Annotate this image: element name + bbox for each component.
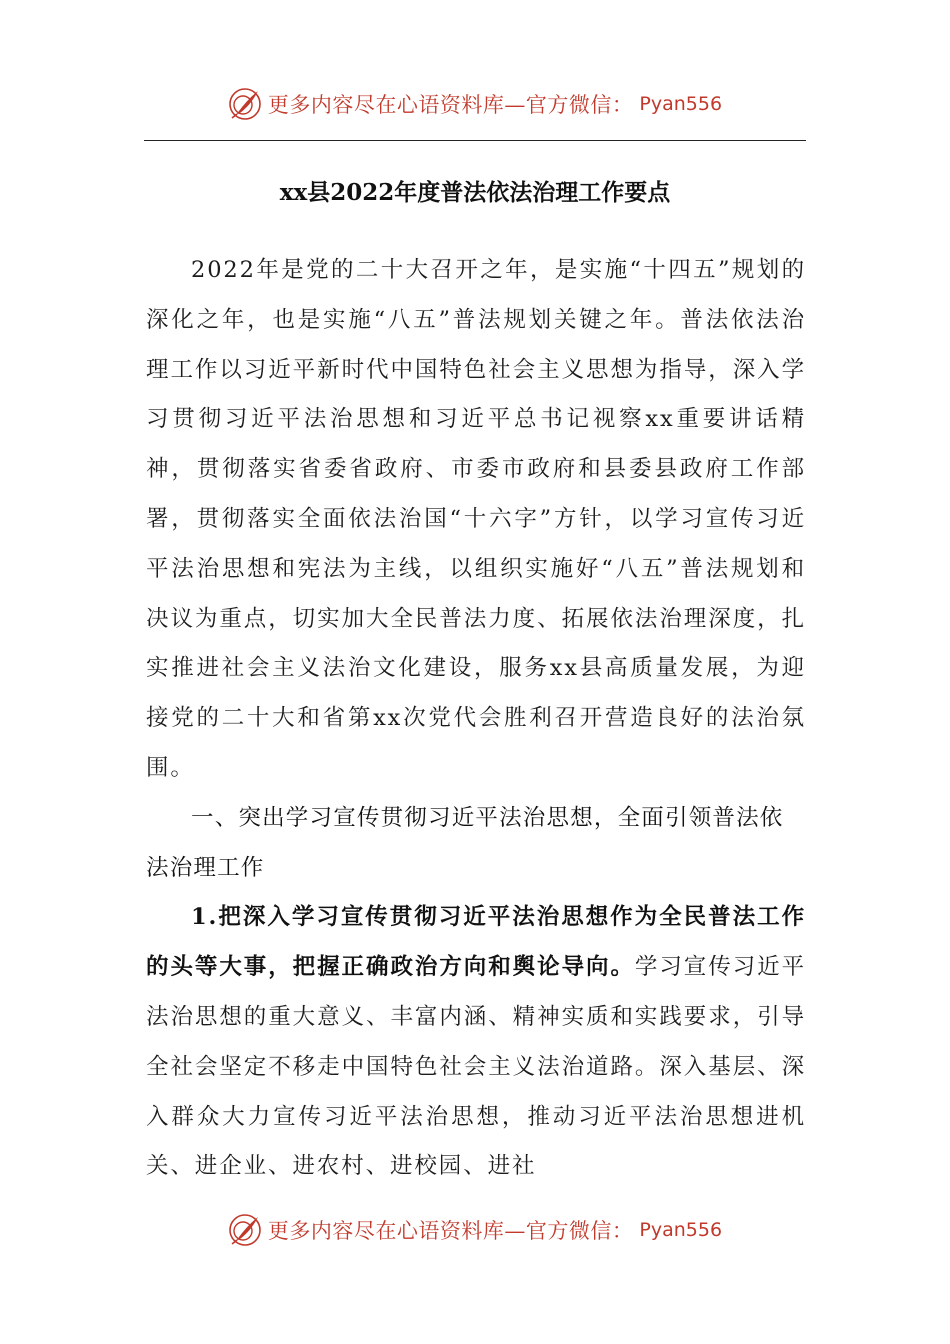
section-heading-1: 一、突出学习宣传贯彻习近平法治思想，全面引领普法依法治理工作 xyxy=(146,804,784,881)
quill-pen-logo-icon xyxy=(228,1213,262,1247)
item-body-text: 学习宣传习近平法治思想的重大意义、丰富内涵、精神实质和实践要求，引导全社会坚定不移走中国特色社会主义法治道路。深入基层、深入群众大力宣传习近平法治思想，推动习近平法治思想进机关、进企业、进农村、进校园、进社 xyxy=(146,954,806,1180)
document-title: xx县2022年度普法依法治理工作要点 xyxy=(279,179,671,206)
header-watermark-banner xyxy=(0,84,950,124)
watermark-text: 更多内容尽在心语资料库—官方微信： xyxy=(267,1219,634,1243)
watermark-wechat-id: Pyan556 xyxy=(639,93,723,115)
header-divider xyxy=(144,140,806,141)
document-body xyxy=(146,246,806,1192)
item-lead-bold: 1.把深入学习宣传贯彻习近平法治思想作为全民普法工作的头等大事，把握正确政治方向和舆论导向。 xyxy=(146,904,806,981)
intro-paragraph: 2022年是党的二十大召开之年，是实施“十四五”规划的深化之年，也是实施“八五”普法规划关键之年。普法依法治理工作以习近平新时代中国特色社会主义思想为指导，深入学习贯彻习近平法治思想和习近平总书记视察xx重要讲话精神，贯彻落实省委省政府、市委市政府和县委县政府工作部署，贯彻落实全面依法治国“十六字”方针，以学习宣传习近平法治思想和宪法为主线，以组织实施好“八五”普法规划和决议为重点，切实加大全民普法力度、拓展依法治理深度，扎实推进社会主义法治文化建设，服务xx县高质量发展，为迎接党的二十大和省第xx次党代会胜利召开营造良好的法治氛围。 xyxy=(146,257,806,781)
item-paragraph-1 xyxy=(146,893,806,1192)
footer-watermark-banner xyxy=(0,1210,950,1250)
watermark-wechat-id: Pyan556 xyxy=(639,1219,723,1241)
quill-pen-logo-icon xyxy=(228,87,262,121)
watermark-text: 更多内容尽在心语资料库—官方微信： xyxy=(267,93,634,117)
